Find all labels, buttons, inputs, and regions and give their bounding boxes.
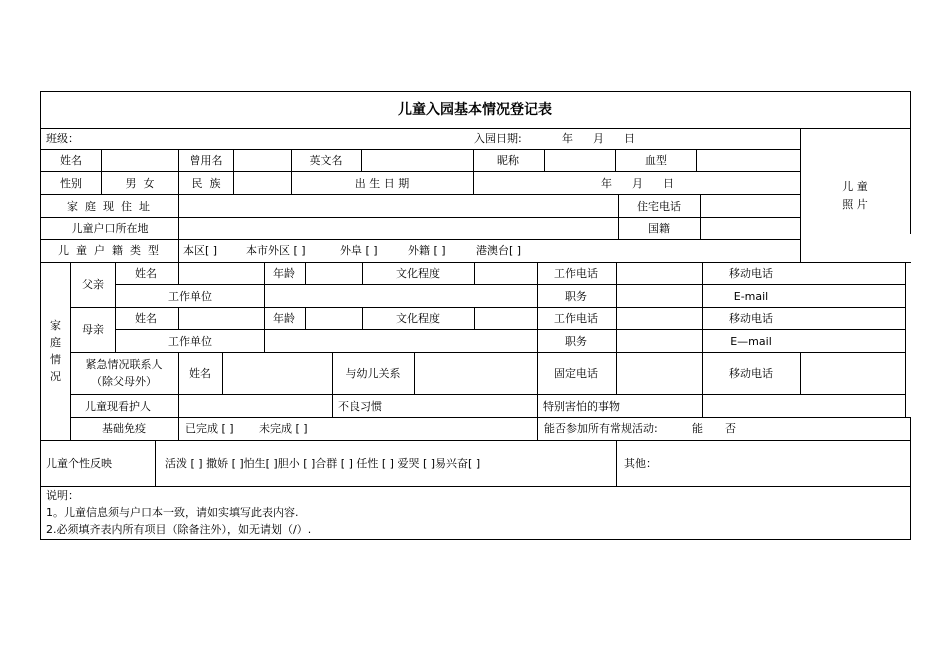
- birth-month: 月: [632, 177, 643, 190]
- emergency-mobile-label: 移动电话: [729, 367, 773, 380]
- landline-label: 固定电话: [554, 367, 598, 380]
- hukou-option-foreign: 外籍 [ ]: [408, 244, 446, 257]
- v-f-age2: [305, 262, 306, 285]
- family-right: [905, 262, 906, 418]
- v-parent: [115, 262, 116, 353]
- rule-mother-1: [115, 329, 905, 330]
- mother-label: 母亲: [82, 323, 104, 336]
- relation-label: 与幼儿关系: [345, 367, 401, 380]
- rule-guardian: [70, 417, 911, 418]
- rule-immunization: [40, 440, 911, 441]
- hukou-option-other-district: 本市外区 [ ]: [246, 244, 306, 257]
- v-m-name: [178, 307, 179, 330]
- mother-age-label: 年龄: [273, 312, 295, 325]
- birth-day: 日: [663, 177, 674, 190]
- mother-email-label: E—mail: [730, 335, 772, 348]
- father-work-unit-label: 工作单位: [168, 290, 212, 303]
- family-label: 家 庭 情 况: [50, 319, 61, 383]
- v-lower-1: [178, 352, 179, 441]
- english-name-label: 英文名: [309, 154, 343, 167]
- name-label: 姓名: [60, 154, 82, 167]
- v-mobile: [702, 262, 703, 418]
- guardian-label: 儿童现看护人: [85, 400, 151, 413]
- rule-address: [40, 217, 800, 218]
- v-m-unit: [264, 329, 265, 353]
- v-i: [618, 194, 619, 240]
- hukou-option-hk-macau-tw: 港澳台[ ]: [476, 244, 522, 257]
- entry-day: 日: [624, 132, 635, 145]
- mother-education-label: 文化程度: [396, 312, 440, 325]
- emergency-name-label: 姓名: [189, 367, 211, 380]
- mother-work-unit-label: 工作单位: [168, 335, 212, 348]
- v-phone2: [616, 262, 617, 395]
- activities-yes: 能: [692, 422, 703, 435]
- rule-hukou-type: [40, 262, 905, 263]
- v-m-edu: [362, 307, 363, 330]
- v-family-label: [70, 262, 71, 441]
- home-address-label: 家庭现住址: [67, 200, 157, 213]
- hukou-option-local: 本区[ ]: [183, 244, 218, 257]
- v-f-edu2: [474, 262, 475, 285]
- photo-left: [800, 128, 801, 263]
- mother-work-phone-label: 工作电话: [554, 312, 598, 325]
- immunization-not-done: 未完成 [ ]: [259, 422, 308, 435]
- v-f: [473, 149, 474, 194]
- photo-label-2: 照 片: [842, 198, 868, 211]
- hukou-option-out-of-town: 外阜 [ ]: [340, 244, 378, 257]
- ethnicity-label: 民 族: [191, 177, 221, 190]
- father-position-label: 职务: [565, 290, 587, 303]
- class-label: 班级：: [46, 132, 79, 145]
- gender-label: 性别: [60, 177, 82, 190]
- rule-mother-2: [70, 352, 905, 353]
- mother-position-label: 职务: [565, 335, 587, 348]
- v-k: [700, 194, 701, 240]
- mother-name-label: 姓名: [135, 312, 157, 325]
- father-education-label: 文化程度: [396, 267, 440, 280]
- gender-options: 男 女: [125, 177, 155, 190]
- border-right-bottom: [910, 417, 911, 540]
- rule-father-2: [70, 307, 905, 308]
- rule-photo-bottom: [800, 262, 911, 263]
- blood-type-label: 血型: [645, 154, 667, 167]
- v-em-rel: [332, 352, 333, 418]
- birth-date-label: 出 生 日 期: [354, 177, 410, 190]
- hukou-type-label: 儿童户籍类型: [58, 244, 166, 257]
- immunization-done: 已完成 [ ]: [185, 422, 234, 435]
- border-left: [40, 91, 41, 540]
- activities-label: 能否参加所有常规活动:: [544, 422, 658, 435]
- former-name-label: 曾用名: [189, 154, 223, 167]
- personality-label: 儿童个性反映: [46, 457, 112, 470]
- v-em-name: [222, 352, 223, 395]
- v-c: [233, 149, 234, 194]
- v-f-name: [178, 262, 179, 285]
- father-label: 父亲: [82, 278, 104, 291]
- border-top: [40, 91, 911, 92]
- v-pers-1: [155, 440, 156, 487]
- border-bottom: [40, 539, 911, 540]
- v-phone: [537, 262, 538, 441]
- activities-no: 否: [725, 422, 736, 435]
- border-right-top: [910, 91, 911, 234]
- emergency-contact-note: （除父母外）: [91, 375, 157, 388]
- entry-year: 年: [562, 132, 573, 145]
- rule-emergency: [70, 394, 905, 395]
- rule-name: [40, 171, 800, 172]
- v-m-edu2: [474, 307, 475, 330]
- entry-date-label: 入园日期:: [474, 132, 522, 145]
- nationality-label: 国籍: [648, 222, 670, 235]
- v-b: [178, 149, 179, 263]
- father-email-label: E-mail: [733, 290, 769, 303]
- mother-mobile-label: 移动电话: [729, 312, 773, 325]
- birth-year: 年: [601, 177, 612, 190]
- emergency-contact-label: 紧急情况联系人: [85, 358, 163, 371]
- father-work-phone-label: 工作电话: [554, 267, 598, 280]
- bad-habits-label: 不良习惯: [338, 400, 382, 413]
- v-em-mobile: [800, 352, 801, 395]
- v-m-age: [264, 307, 265, 330]
- rule-gender: [40, 194, 800, 195]
- father-name-label: 姓名: [135, 267, 157, 280]
- immunization-label: 基础免疫: [102, 422, 146, 435]
- rule-class: [40, 149, 800, 150]
- v-g: [544, 149, 545, 172]
- rule-father-1: [115, 284, 905, 285]
- personality-options: 活泼 [ ] 撒娇 [ ]怕生[ ]胆小 [ ]合群 [ ] 任性 [ ] 爱哭 [ ]易兴奋[ ]: [165, 457, 481, 470]
- form-title: 儿童入园基本情况登记表: [398, 102, 552, 118]
- fears-label: 特别害怕的事物: [543, 400, 620, 413]
- v-f-unit: [264, 284, 265, 308]
- notes-line-1: 1。儿童信息须与户口本一致，请如实填写此表内容.: [46, 506, 299, 519]
- entry-month: 月: [593, 132, 604, 145]
- rule-hukou: [40, 239, 800, 240]
- rule-personality: [40, 486, 911, 487]
- v-d: [291, 149, 292, 194]
- rule-title: [40, 128, 911, 129]
- v-m-age2: [305, 307, 306, 330]
- v-f-age: [264, 262, 265, 285]
- v-j: [696, 149, 697, 172]
- father-age-label: 年龄: [273, 267, 295, 280]
- v-f-edu: [362, 262, 363, 285]
- home-phone-label: 住宅电话: [637, 200, 681, 213]
- personality-other-label: 其他：: [624, 457, 657, 470]
- hukou-location-label: 儿童户口所在地: [71, 222, 149, 235]
- nickname-label: 昵称: [497, 154, 519, 167]
- v-e: [361, 149, 362, 172]
- notes-heading: 说明：: [46, 489, 79, 502]
- registration-form: [40, 91, 911, 540]
- v-pers-2: [616, 440, 617, 487]
- photo-label-1: 儿 童: [842, 180, 868, 193]
- notes-line-2: 2.必须填齐表内所有项目（除备注外），如无请划（/）.: [46, 523, 312, 536]
- father-mobile-label: 移动电话: [729, 267, 773, 280]
- v-em-rel2: [414, 352, 415, 395]
- v-h: [615, 149, 616, 172]
- v-a: [101, 149, 102, 194]
